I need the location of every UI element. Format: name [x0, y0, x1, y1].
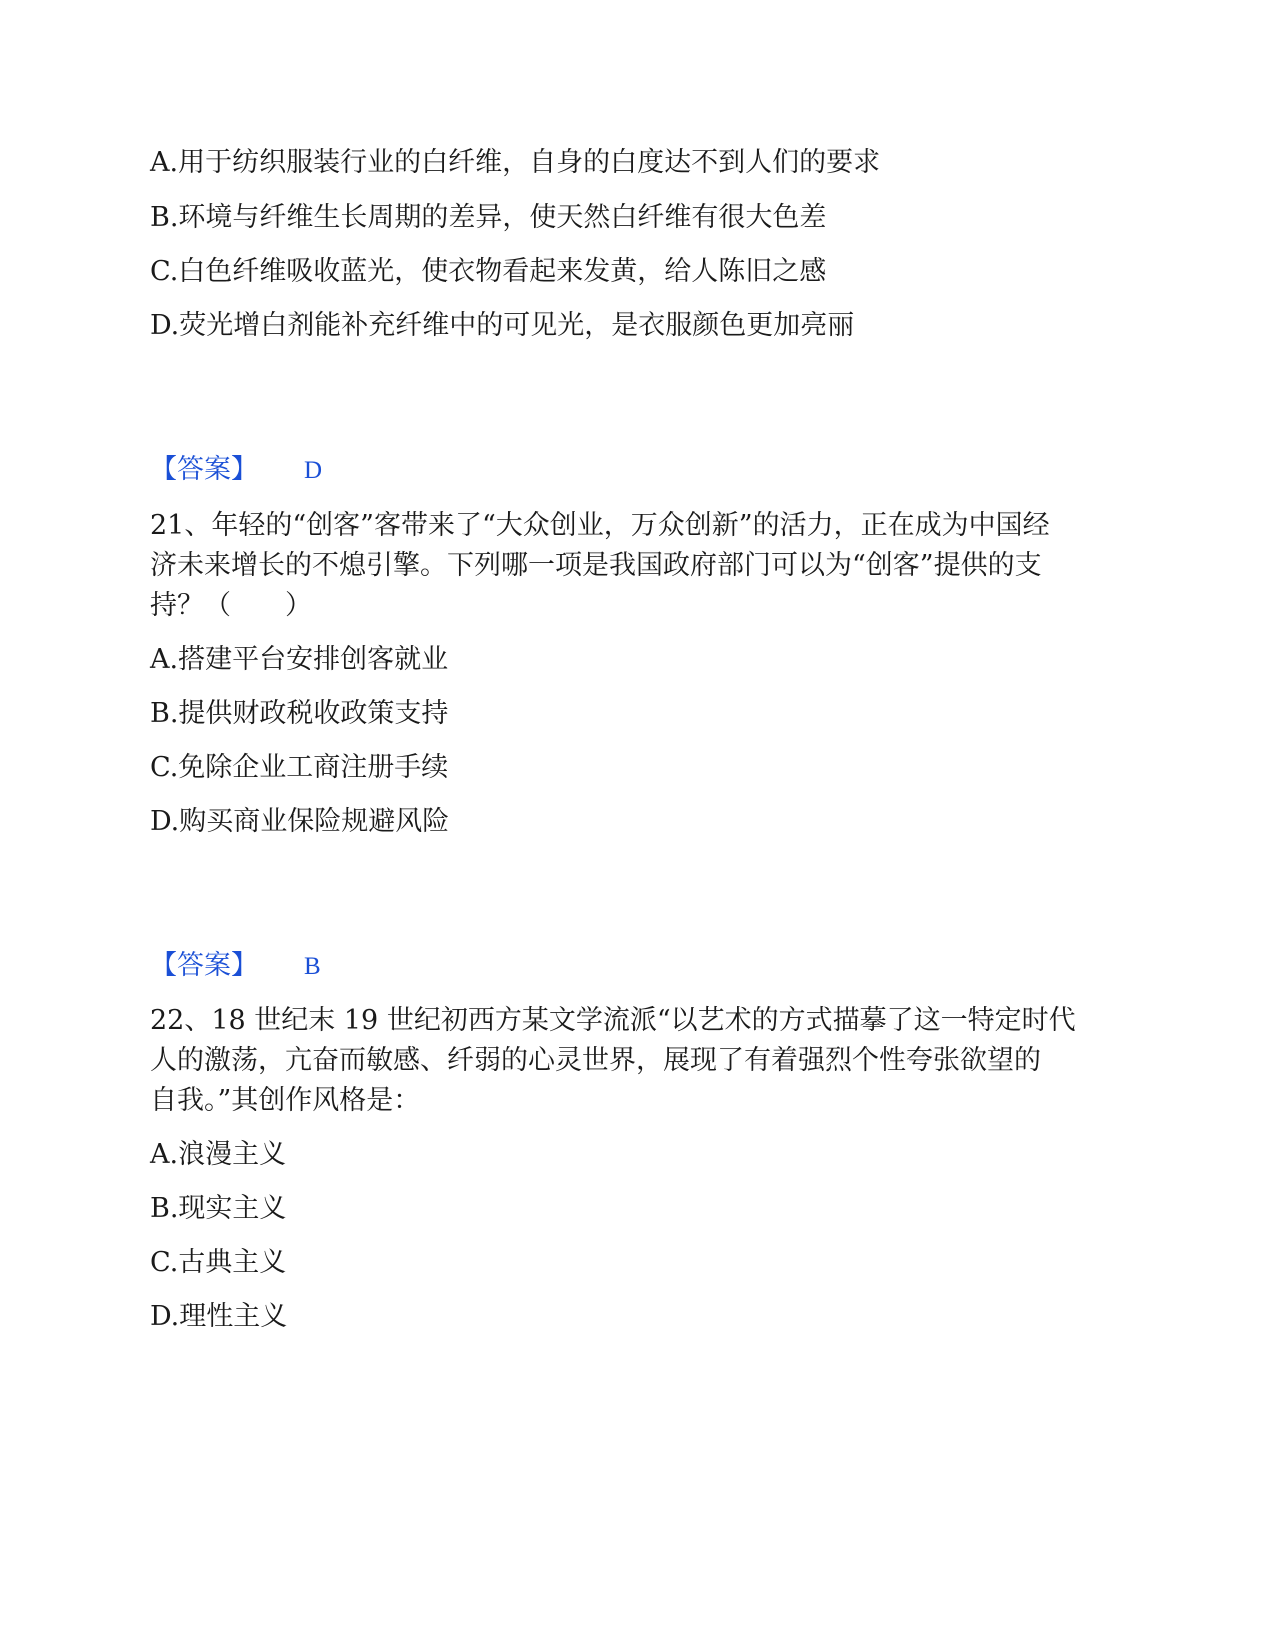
option-d: D.购买商业保险规避风险 [150, 806, 450, 837]
question-text-line: 21、年轻的“创客”客带来了“大众创业，万众创新”的活力，正在成为中国经 [150, 510, 1050, 541]
question-text-line: 持？（ ） [150, 590, 312, 621]
option-c: C.古典主义 [150, 1247, 287, 1278]
question-text-line: 济未来增长的不熄引擎。下列哪一项是我国政府部门可以为“创客”提供的支 [150, 550, 1042, 581]
question-text-line: 22、18 世纪末 19 世纪初西方某文学流派“以艺术的方式描摹了这一特定时代 [150, 1005, 1076, 1036]
question-text-line: 自我。”其创作风格是： [150, 1085, 421, 1116]
option-b: B.现实主义 [150, 1193, 287, 1224]
option-a: A.用于纺织服装行业的白纤维，自身的白度达不到人们的要求 [150, 147, 881, 178]
option-b: B.环境与纤维生长周期的差异，使天然白纤维有很大色差 [150, 202, 827, 233]
answer-value: D [304, 457, 323, 484]
option-d: D.理性主义 [150, 1301, 288, 1332]
option-b: B.提供财政税收政策支持 [150, 698, 449, 729]
answer-value: B [304, 953, 321, 980]
answer-label: 【答案】 [150, 454, 258, 485]
option-a: A.搭建平台安排创客就业 [150, 644, 449, 675]
option-d: D.荧光增白剂能补充纤维中的可见光，是衣服颜色更加亮丽 [150, 310, 855, 341]
option-a: A.浪漫主义 [150, 1139, 287, 1170]
option-c: C.白色纤维吸收蓝光，使衣物看起来发黄，给人陈旧之感 [150, 256, 827, 287]
question-text-line: 人的激荡，亢奋而敏感、纤弱的心灵世界，展现了有着强烈个性夸张欲望的 [150, 1045, 1041, 1076]
option-c: C.免除企业工商注册手续 [150, 752, 449, 783]
answer-label: 【答案】 [150, 950, 258, 981]
